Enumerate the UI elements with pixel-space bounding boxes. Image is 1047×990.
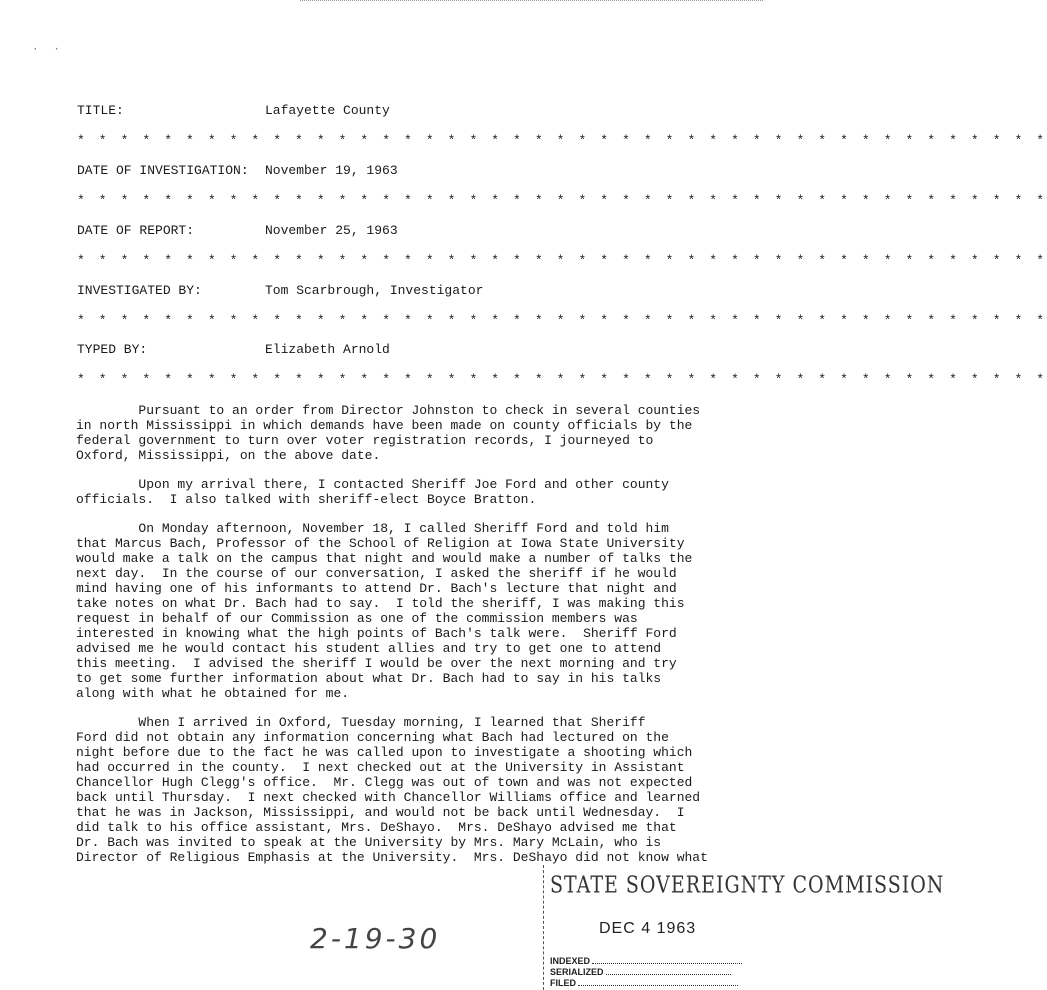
stamp-date: DEC 4 1963	[599, 920, 697, 937]
stamp-serialized	[550, 966, 731, 977]
investigated-by-label: INVESTIGATED BY:	[77, 283, 202, 298]
typed-by-value: Elizabeth Arnold	[265, 342, 390, 357]
typed-by-label: TYPED BY:	[77, 342, 148, 357]
stamp-indexed-blank	[592, 955, 742, 964]
received-stamp	[543, 865, 945, 990]
date-investigation-value: November 19, 1963	[265, 163, 398, 178]
separator-1: * * * * * * * * * * * * * * * * * * * * * * * * * * * * * * * * * * * * * * * * * * * * *	[77, 133, 1047, 148]
separator-5: * * * * * * * * * * * * * * * * * * * * * * * * * * * * * * * * * * * * * * * * * * * * *	[77, 372, 1047, 387]
stamp-serialized-blank	[606, 966, 731, 975]
separator-3: * * * * * * * * * * * * * * * * * * * * * * * * * * * * * * * * * * * * * * * * * * * * *	[77, 253, 1047, 268]
investigated-by-value: Tom Scarbrough, Investigator	[265, 283, 484, 298]
stamp-filed	[550, 977, 738, 988]
stamp-heading: STATE SOVEREIGNTY COMMISSION	[550, 871, 945, 899]
stamp-indexed-label: INDEXED	[550, 956, 591, 966]
stamp-indexed	[550, 955, 742, 966]
stamp-filed-label: FILED	[550, 978, 576, 988]
paragraph-4: When I arrived in Oxford, Tuesday morning, I learned that Sheriff Ford did not obtain any information concerning what Bach had lectured on the night before due to the fact he was called upon to investigate a shooting which had occurred in the county. I next checked out at the University in Assistant Chancellor Hugh Clegg's office. Mr. Clegg was out of town and was not expected back until Thursday. I next checked with Chancellor Williams office and learned that he was in Jackson, Mississippi, and would not be back until Wednesday. I did talk to his office assistant, Mrs. DeShayo. Mrs. DeShayo advised me that Dr. Bach was invited to speak at the University by Mrs. Mary McLain, who is Director of Religious Emphasis at the University. Mrs. DeShayo did not know what	[76, 715, 708, 865]
title-value: Lafayette County	[265, 103, 390, 118]
paragraph-2: Upon my arrival there, I contacted Sheriff Joe Ford and other county officials. I also talked with sheriff-elect Boyce Bratton.	[76, 477, 669, 507]
date-investigation-label: DATE OF INVESTIGATION:	[77, 163, 249, 178]
scan-specks: · ·	[32, 44, 64, 56]
typed-by-row	[77, 342, 390, 357]
date-report-value: November 25, 1963	[265, 223, 398, 238]
title-label: TITLE:	[77, 103, 124, 118]
paragraph-1: Pursuant to an order from Director Johnston to check in several counties in north Mississippi in which demands have been made on county officials by the federal government to turn over voter registration records, I journeyed to Oxford, Mississippi, on the above date.	[76, 403, 701, 463]
date-investigation-row	[77, 163, 398, 178]
stamp-serialized-label: SERIALIZED	[550, 967, 604, 977]
separator-4: * * * * * * * * * * * * * * * * * * * * * * * * * * * * * * * * * * * * * * * * * * * * *	[77, 313, 1047, 328]
investigated-by-row	[77, 283, 484, 298]
date-report-row	[77, 223, 398, 238]
paragraph-3: On Monday afternoon, November 18, I called Sheriff Ford and told him that Marcus Bach, Professor of the School of Religion at Iowa State University would make a talk on the campus that night and would make a number of talks the next day. In the course of our conversation, I asked the sheriff if he would mind having one of his informants to attend Dr. Bach's lecture that night and take notes on what Dr. Bach had to say. I told the sheriff, I was making this request in behalf of our Commission as one of the commission members was interested in knowing what the high points of Bach's talk were. Sheriff Ford advised me he would contact his student allies and try to get one to attend this meeting. I advised the sheriff I would be over the next morning and try to get some further information about what Dr. Bach had to say in his talks along with what he obtained for me.	[76, 521, 693, 701]
stamp-filed-blank	[578, 977, 738, 986]
title-row	[77, 103, 390, 118]
separator-2: * * * * * * * * * * * * * * * * * * * * * * * * * * * * * * * * * * * * * * * * * * * * *	[77, 193, 1047, 208]
handwritten-file-number: 2-19-30	[310, 922, 441, 955]
date-report-label: DATE OF REPORT:	[77, 223, 195, 238]
top-border-line	[300, 0, 763, 3]
